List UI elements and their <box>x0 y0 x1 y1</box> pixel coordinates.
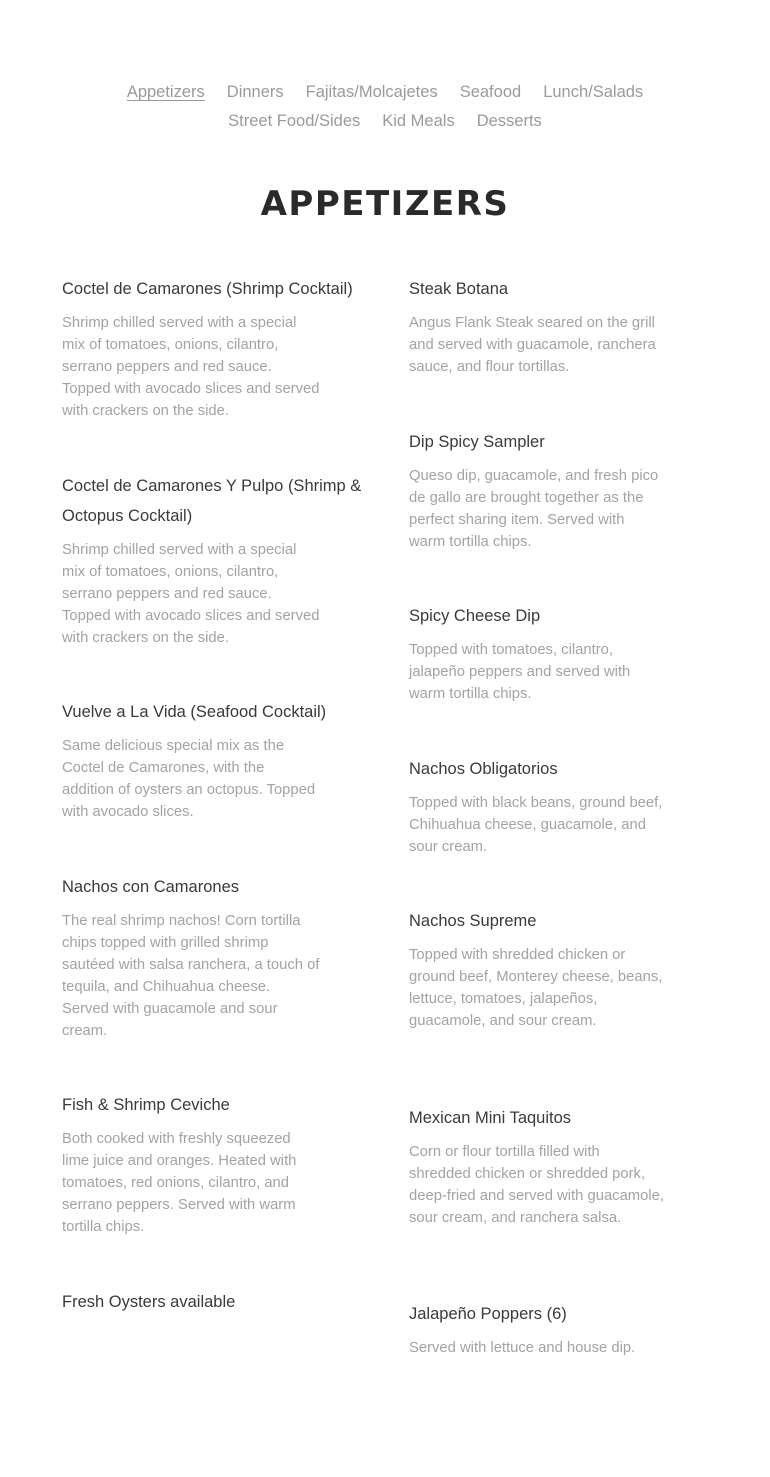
menu-item-name: Nachos Supreme <box>409 912 537 930</box>
menu-item-name: Steak Botana <box>409 280 509 298</box>
nav-link-lunch-salads[interactable]: Lunch/Salads <box>543 83 644 101</box>
nav-link-kid-meals[interactable]: Kid Meals <box>382 112 455 130</box>
menu-item-description: Shrimp chilled served with a special mix of tomatoes, onions, cilantro, serrano peppers and red sauce. Topped with avocado slices and served with crackers on the side. <box>62 315 320 419</box>
menu-item-steak-botana <box>409 274 664 378</box>
menu-item-description: Served with lettuce and house dip. <box>409 1340 636 1356</box>
menu-item-shrimp-octopus-cocktail <box>62 471 362 649</box>
menu-item-name: Coctel de Camarones Y Pulpo (Shrimp & Octopus Cocktail) <box>62 477 362 525</box>
menu-item-name: Mexican Mini Taquitos <box>409 1109 572 1127</box>
menu-item-fresh-oysters <box>62 1287 362 1317</box>
page-title: APPETIZERS <box>260 184 510 224</box>
nav-link-desserts[interactable]: Desserts <box>476 112 542 130</box>
menu-item-mexican-mini-taquitos <box>409 1103 664 1229</box>
menu-item-name: Nachos Obligatorios <box>409 760 558 778</box>
menu-item-description: Shrimp chilled served with a special mix of tomatoes, onions, cilantro, serrano peppers and red sauce. Topped with avocado slices and served with crackers on the side. <box>62 542 320 646</box>
menu-item-seafood-cocktail <box>62 697 362 823</box>
nav-row-1 <box>0 78 770 107</box>
nav-link-appetizers[interactable]: Appetizers <box>126 83 205 101</box>
menu-item-name: Coctel de Camarones (Shrimp Cocktail) <box>62 280 353 298</box>
menu-item-ceviche <box>62 1090 362 1238</box>
menu-item-description: Topped with tomatoes, cilantro, jalapeño peppers and served with warm tortilla chips. <box>409 642 631 702</box>
menu-item-name: Nachos con Camarones <box>62 878 240 896</box>
menu-item-jalapeno-poppers <box>409 1299 664 1359</box>
menu-item-description: Topped with black beans, ground beef, Chihuahua cheese, guacamole, and sour cream. <box>409 795 663 855</box>
menu-item-description: Corn or flour tortilla filled with shredded chicken or shredded pork, deep-fried and served with guacamole, sour cream, and ranchera salsa. <box>409 1144 664 1226</box>
menu-item-name: Jalapeño Poppers (6) <box>409 1305 567 1323</box>
nav-link-dinners[interactable]: Dinners <box>226 83 284 101</box>
menu-item-description: Queso dip, guacamole, and fresh pico de gallo are brought together as the perfect sharing item. Served with warm tortilla chips. <box>409 468 659 550</box>
menu-item-shrimp-cocktail <box>62 274 362 422</box>
menu-item-name: Vuelve a La Vida (Seafood Cocktail) <box>62 703 327 721</box>
nav-link-seafood[interactable]: Seafood <box>459 83 522 101</box>
menu-item-description: Both cooked with freshly squeezed lime juice and oranges. Heated with tomatoes, red onions, cilantro, and serrano peppers. Served with warm tortilla chips. <box>62 1131 297 1235</box>
menu-item-dip-spicy-sampler <box>409 427 664 553</box>
menu-item-description: Angus Flank Steak seared on the grill and served with guacamole, ranchera sauce, and flour tortillas. <box>409 315 656 375</box>
menu-category-nav <box>0 78 770 136</box>
menu-item-nachos-con-camarones <box>62 872 362 1042</box>
nav-link-fajitas-molcajetes[interactable]: Fajitas/Molcajetes <box>305 83 438 101</box>
nav-row-2 <box>0 107 770 136</box>
menu-item-name: Spicy Cheese Dip <box>409 607 541 625</box>
menu-item-name: Dip Spicy Sampler <box>409 433 545 451</box>
nav-link-street-food-sides[interactable]: Street Food/Sides <box>228 112 361 130</box>
menu-item-name: Fresh Oysters available <box>62 1293 236 1311</box>
menu-item-nachos-obligatorios <box>409 754 664 858</box>
menu-item-spicy-cheese-dip <box>409 601 664 705</box>
menu-item-name: Fish & Shrimp Ceviche <box>62 1096 230 1114</box>
menu-item-description: Topped with shredded chicken or ground beef, Monterey cheese, beans, lettuce, tomatoes, jalapeños, guacamole, and sour cream. <box>409 947 663 1029</box>
menu-item-description: The real shrimp nachos! Corn tortilla chips topped with grilled shrimp sautéed with salsa ranchera, a touch of tequila, and Chihuahua cheese. Served with guacamole and sour cream. <box>62 913 320 1039</box>
menu-item-description: Same delicious special mix as the Coctel de Camarones, with the addition of oysters an octopus. Topped with avocado slices. <box>62 738 316 820</box>
menu-item-nachos-supreme <box>409 906 664 1032</box>
